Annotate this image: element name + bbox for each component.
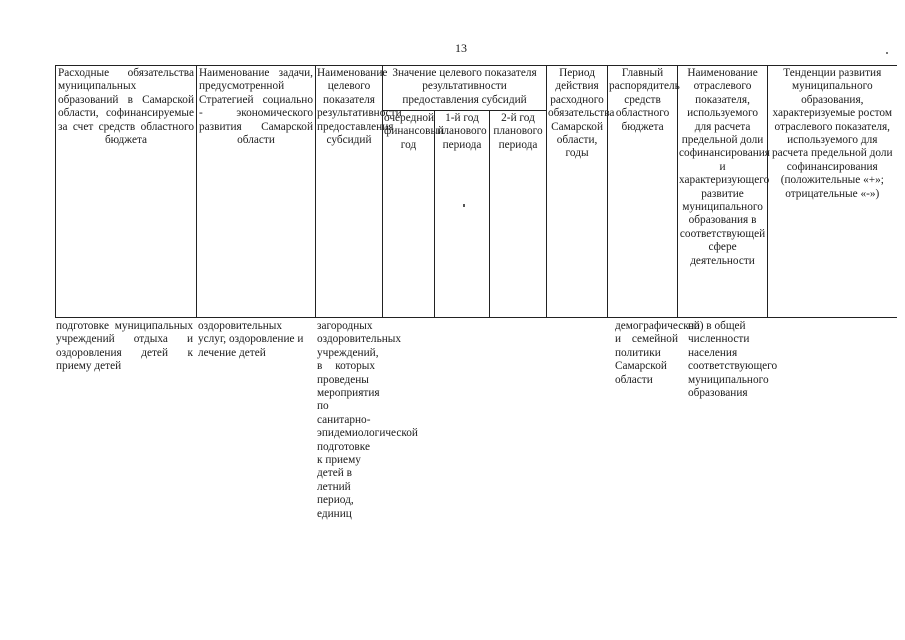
scan-speck (886, 52, 888, 54)
header-expense-obligations: Расходные обязательства муниципальных образований в Самарской области, софинансируемые за счет средств областного бюджета (56, 66, 197, 318)
body-sector-line: численности (688, 333, 750, 346)
body-expense-text: подготовке муниципальных учреждений отдыха и оздоровления детей к приему детей (56, 320, 193, 373)
header-target-values-group: Значение целевого показателя результативности предоставления субсидий (383, 66, 547, 111)
body-sector-line: образования (688, 387, 748, 400)
body-sector-line: населения (688, 346, 738, 359)
body-indicator-line: учреждений, в которых проведены мероприятия (317, 346, 380, 400)
body-indicator-line: летний период, единиц (317, 480, 354, 520)
body-task-cell (198, 320, 312, 360)
body-indicator-line: эпидемиологической (317, 427, 418, 440)
header-chief-manager: Главный распорядитель средств областного бюджета (608, 66, 678, 318)
scan-speck (463, 204, 465, 207)
body-indicator-line: детей в (317, 467, 352, 480)
body-manager-text: демографической и семейной политики Самарской области (615, 320, 700, 386)
body-task-text: оздоровительных услуг, оздоровление и лечение детей (198, 320, 304, 359)
subheader-plan-year-2: 2-й год планового периода (490, 111, 547, 318)
body-indicator-line: оздоровительных (317, 333, 402, 346)
header-target-indicator: Наименование целевого показателя результативности предоставления субсидий (316, 66, 383, 318)
body-expense-cell (56, 320, 193, 374)
body-indicator-line: загородных (317, 320, 373, 332)
header-development-trend: Тенденции развития муниципального образования, характеризуемые ростом отраслевого показателя, используемого для расчета предельной доли софинансирования (положительные «+»; отрицательные «-») (768, 66, 897, 318)
header-task: Наименование задачи, предусмотренной Стратегией социально - экономического развития Самарской области (197, 66, 316, 318)
header-sector-indicator: Наименование отраслевого показателя, используемого для расчета предельной доли софинансирования и характеризующего развитие муниципального образования в соответствующей сфере деятельности (678, 66, 768, 318)
body-indicator-cell (317, 320, 418, 521)
subheader-next-fiscal-year: очередной финансовый год (383, 111, 435, 318)
body-sector-cell (688, 320, 778, 400)
body-indicator-line: подготовке к приему (317, 440, 370, 467)
page-number: 13 (455, 41, 467, 55)
subheader-plan-year-1: 1-й год планового периода (435, 111, 490, 318)
body-sector-line: соответствующего муниципального (688, 360, 778, 386)
header-period: Период действия расходного обязательства Самарской области, годы (547, 66, 608, 318)
body-manager-cell (615, 320, 700, 387)
body-sector-line: но) в общей (688, 320, 746, 332)
body-indicator-line: по санитарно- (317, 400, 371, 426)
table-header (55, 65, 897, 318)
